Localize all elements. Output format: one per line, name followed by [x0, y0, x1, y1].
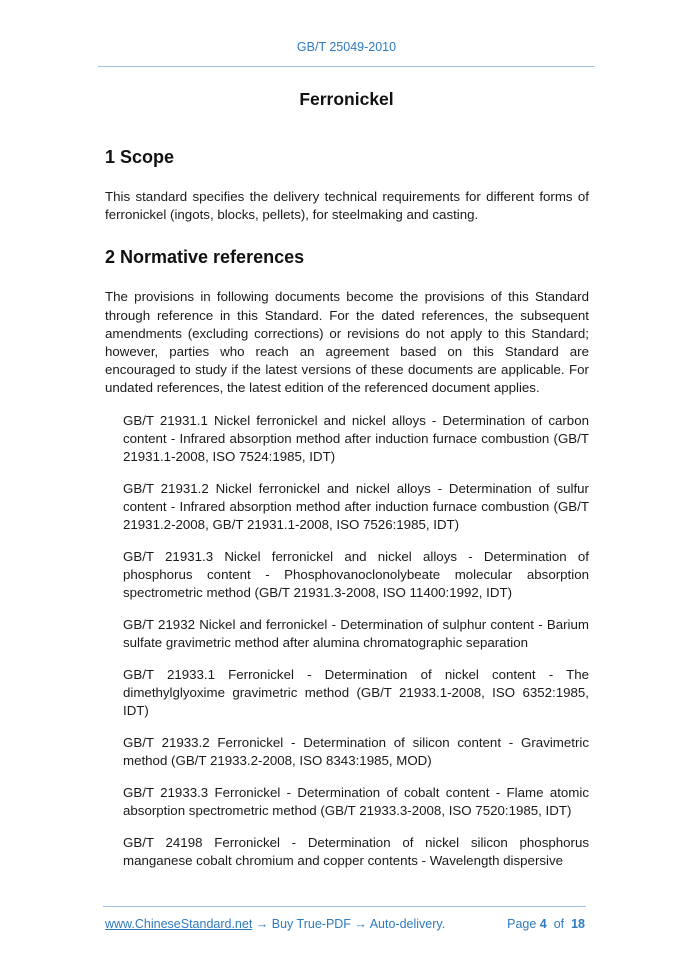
website-link[interactable]: www.ChineseStandard.net [105, 917, 253, 931]
reference-list [105, 412, 589, 871]
document-number-header: GB/T 25049-2010 [296, 40, 397, 54]
page-current: 4 [539, 917, 547, 931]
document-body [105, 145, 589, 870]
section-heading-normative-references: 2 Normative references [105, 247, 305, 268]
section-heading-scope: 1 Scope [105, 147, 175, 167]
reference-item: GB/T 21931.2 Nickel ferronickel and nickel alloys - Determination of sulfur content - Infrared absorption method after induction furnace combustion (GB/T 21931.2-2008, GB/T 21931.1-2008, ISO 7526:1985, IDT) [123, 480, 589, 533]
footer-promo [105, 917, 445, 931]
document-title: Ferronickel [299, 89, 394, 109]
reference-item: GB/T 21931.1 Nickel ferronickel and nickel alloys - Determination of carbon content - Infrared absorption method after induction furnace combustion (GB/T 21931.1-2008, ISO 7524:1985, IDT) [123, 412, 589, 465]
reference-item: GB/T 21933.1 Ferronickel - Determination of nickel content - The dimethylglyoxime gravimetric method (GB/T 21933.1-2008, ISO 6352:1985, IDT) [123, 666, 589, 719]
reference-item: GB/T 24198 Ferronickel - Determination of nickel silicon phosphorus manganese cobalt chromium and copper contents - Wavelength dispersive [123, 834, 589, 868]
normative-references-paragraph: The provisions in following documents become the provisions of this Standard through reference in this Standard. For the dated references, the subsequent amendments (excluding corrections) or revisions do not apply to this Standard; however, parties who reach an agreement based on this Standard are encouraged to study if the latest versions of these documents are applicable. For undated references, the latest edition of the referenced document applies. [105, 289, 589, 396]
page-label: Page [507, 917, 537, 931]
reference-item: GB/T 21932 Nickel and ferronickel - Determination of sulphur content - Barium sulfate gravimetric method after alumina chromatographic separation [123, 616, 589, 651]
reference-item: GB/T 21933.2 Ferronickel - Determination of silicon content - Gravimetric method (GB/T 21933.2-2008, ISO 8343:1985, MOD) [123, 734, 589, 769]
reference-item: GB/T 21931.3 Nickel ferronickel and nickel alloys - Determination of phosphorus content - Phosphovanoclonolybeate molecular absorption spectrometric method (GB/T 21931.3-2008, ISO 11400:1992, IDT) [123, 548, 589, 601]
reference-item: GB/T 21933.3 Ferronickel - Determination of cobalt content - Flame atomic absorption spectrometric method (GB/T 21933.3-2008, ISO 7520:1985, IDT) [123, 784, 589, 819]
page-of-label: of [553, 917, 565, 931]
header-divider [98, 66, 595, 67]
page-footer [105, 917, 585, 931]
scope-paragraph: This standard specifies the delivery technical requirements for different forms of ferronickel (ingots, blocks, pellets), for steelmaking and casting. [105, 189, 589, 223]
page-total: 18 [571, 917, 585, 931]
page-number [507, 917, 585, 931]
footer-tagline: → Buy True-PDF → Auto-delivery. [252, 917, 446, 931]
footer-divider [103, 906, 586, 907]
